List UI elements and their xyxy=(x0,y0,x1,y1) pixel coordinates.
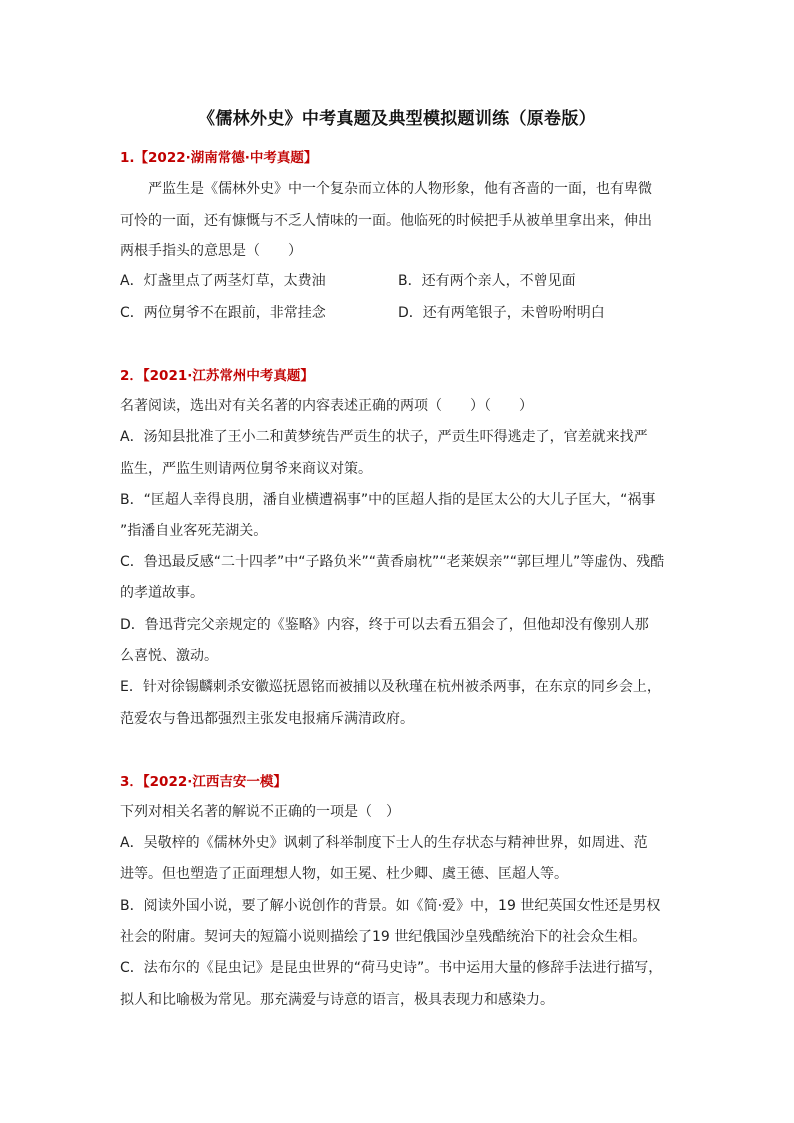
question-1-header xyxy=(120,146,317,166)
question-1-stem-line-2: 可怜的一面，还有慷慨与不乏人情味的一面。他临死的时候把手从被单里拿出来，伸出 xyxy=(120,213,652,229)
question-2-line-5: ”指潘自业客死芜湖关。 xyxy=(120,523,268,539)
question-1-source: 【2022·湖南常德·中考真题】 xyxy=(134,150,318,166)
question-3-header xyxy=(120,770,287,790)
question-1-stem-line-3: 两根手指头的意思是（ ） xyxy=(120,243,302,259)
question-1-option-a: A．灯盏里点了两茎灯草，太费油 xyxy=(120,273,326,289)
question-3-line-3: 进等。但也塑造了正面理想人物，如王冕、杜少卿、虞王德、匡超人等。 xyxy=(120,866,568,882)
question-1-option-d: D．还有两笔银子，未曾吩咐明白 xyxy=(398,305,605,321)
question-3-line-6: C．法布尔的《昆虫记》是昆虫世界的“荷马史诗”。书中运用大量的修辞手法进行描写， xyxy=(120,960,663,976)
question-2-line-6: C．鲁迅最反感“二十四孝”中“子路负米”“黄香扇枕”“老莱娱亲”“郭巨埋儿”等虚伪、残酷 xyxy=(120,554,665,570)
question-3-line-1: 下列对相关名著的解说不正确的一项是（ ） xyxy=(120,804,400,820)
question-3-line-4: B．阅读外国小说，要了解小说创作的背景。如《简·爱》中，19 世纪英国女性还是男权 xyxy=(120,898,661,914)
question-3-line-2: A．吴敬梓的《儒林外史》讽刺了科举制度下士人的生存状态与精神世界，如周进、范 xyxy=(120,835,648,851)
question-3-line-5: 社会的附庸。契诃夫的短篇小说则描绘了19 世纪俄国沙皇残酷统治下的社会众生相。 xyxy=(120,929,647,945)
question-2-line-3: 监生，严监生则请两位舅爷来商议对策。 xyxy=(120,461,372,477)
question-2-number: 2． xyxy=(120,368,143,384)
question-2-header xyxy=(120,364,314,384)
question-2-line-4: B．“匡超人幸得良朋，潘自业横遭祸事”中的匡超人指的是匡太公的大儿子匡大，“祸事 xyxy=(120,492,656,508)
question-3-line-7: 拟人和比喻极为常见。那充满爱与诗意的语言，极具表现力和感染力。 xyxy=(120,992,554,1008)
question-3-number: 3． xyxy=(120,774,143,790)
page-title: 《儒林外史》中考真题及典型模拟题训练（原卷版） xyxy=(198,109,596,129)
question-2-line-10: E．针对徐锡麟刺杀安徽巡抚恩铭而被捕以及秋瑾在杭州被杀两事，在东京的同乡会上， xyxy=(120,679,661,695)
question-3-source: 【2022·江西吉安一模】 xyxy=(142,774,287,790)
question-2-line-9: 么喜悦、激动。 xyxy=(120,648,218,664)
question-2-line-8: D．鲁迅背完父亲规定的《鉴略》内容，终于可以去看五猖会了，但他却没有像别人那 xyxy=(120,617,649,633)
question-2-line-7: 的孝道故事。 xyxy=(120,585,204,601)
question-1-option-b: B．还有两个亲人，不曾见面 xyxy=(398,273,576,289)
question-2-line-11: 范爱农与鲁迅都强烈主张发电报痛斥满清政府。 xyxy=(120,711,414,727)
question-1-stem-line-1: 严监生是《儒林外史》中一个复杂而立体的人物形象，他有吝啬的一面，也有卑微 xyxy=(120,181,652,197)
question-2-line-1: 名著阅读，选出对有关名著的内容表述正确的两项（ ）（ ） xyxy=(120,398,533,414)
question-1-number: 1. xyxy=(120,150,135,166)
question-2-line-2: A．汤知县批准了王小二和黄梦统告严贡生的状子，严贡生吓得逃走了，官差就来找严 xyxy=(120,429,648,445)
question-2-source: 【2021·江苏常州中考真题】 xyxy=(142,368,314,384)
question-1-option-c: C．两位舅爷不在跟前，非常挂念 xyxy=(120,305,326,321)
